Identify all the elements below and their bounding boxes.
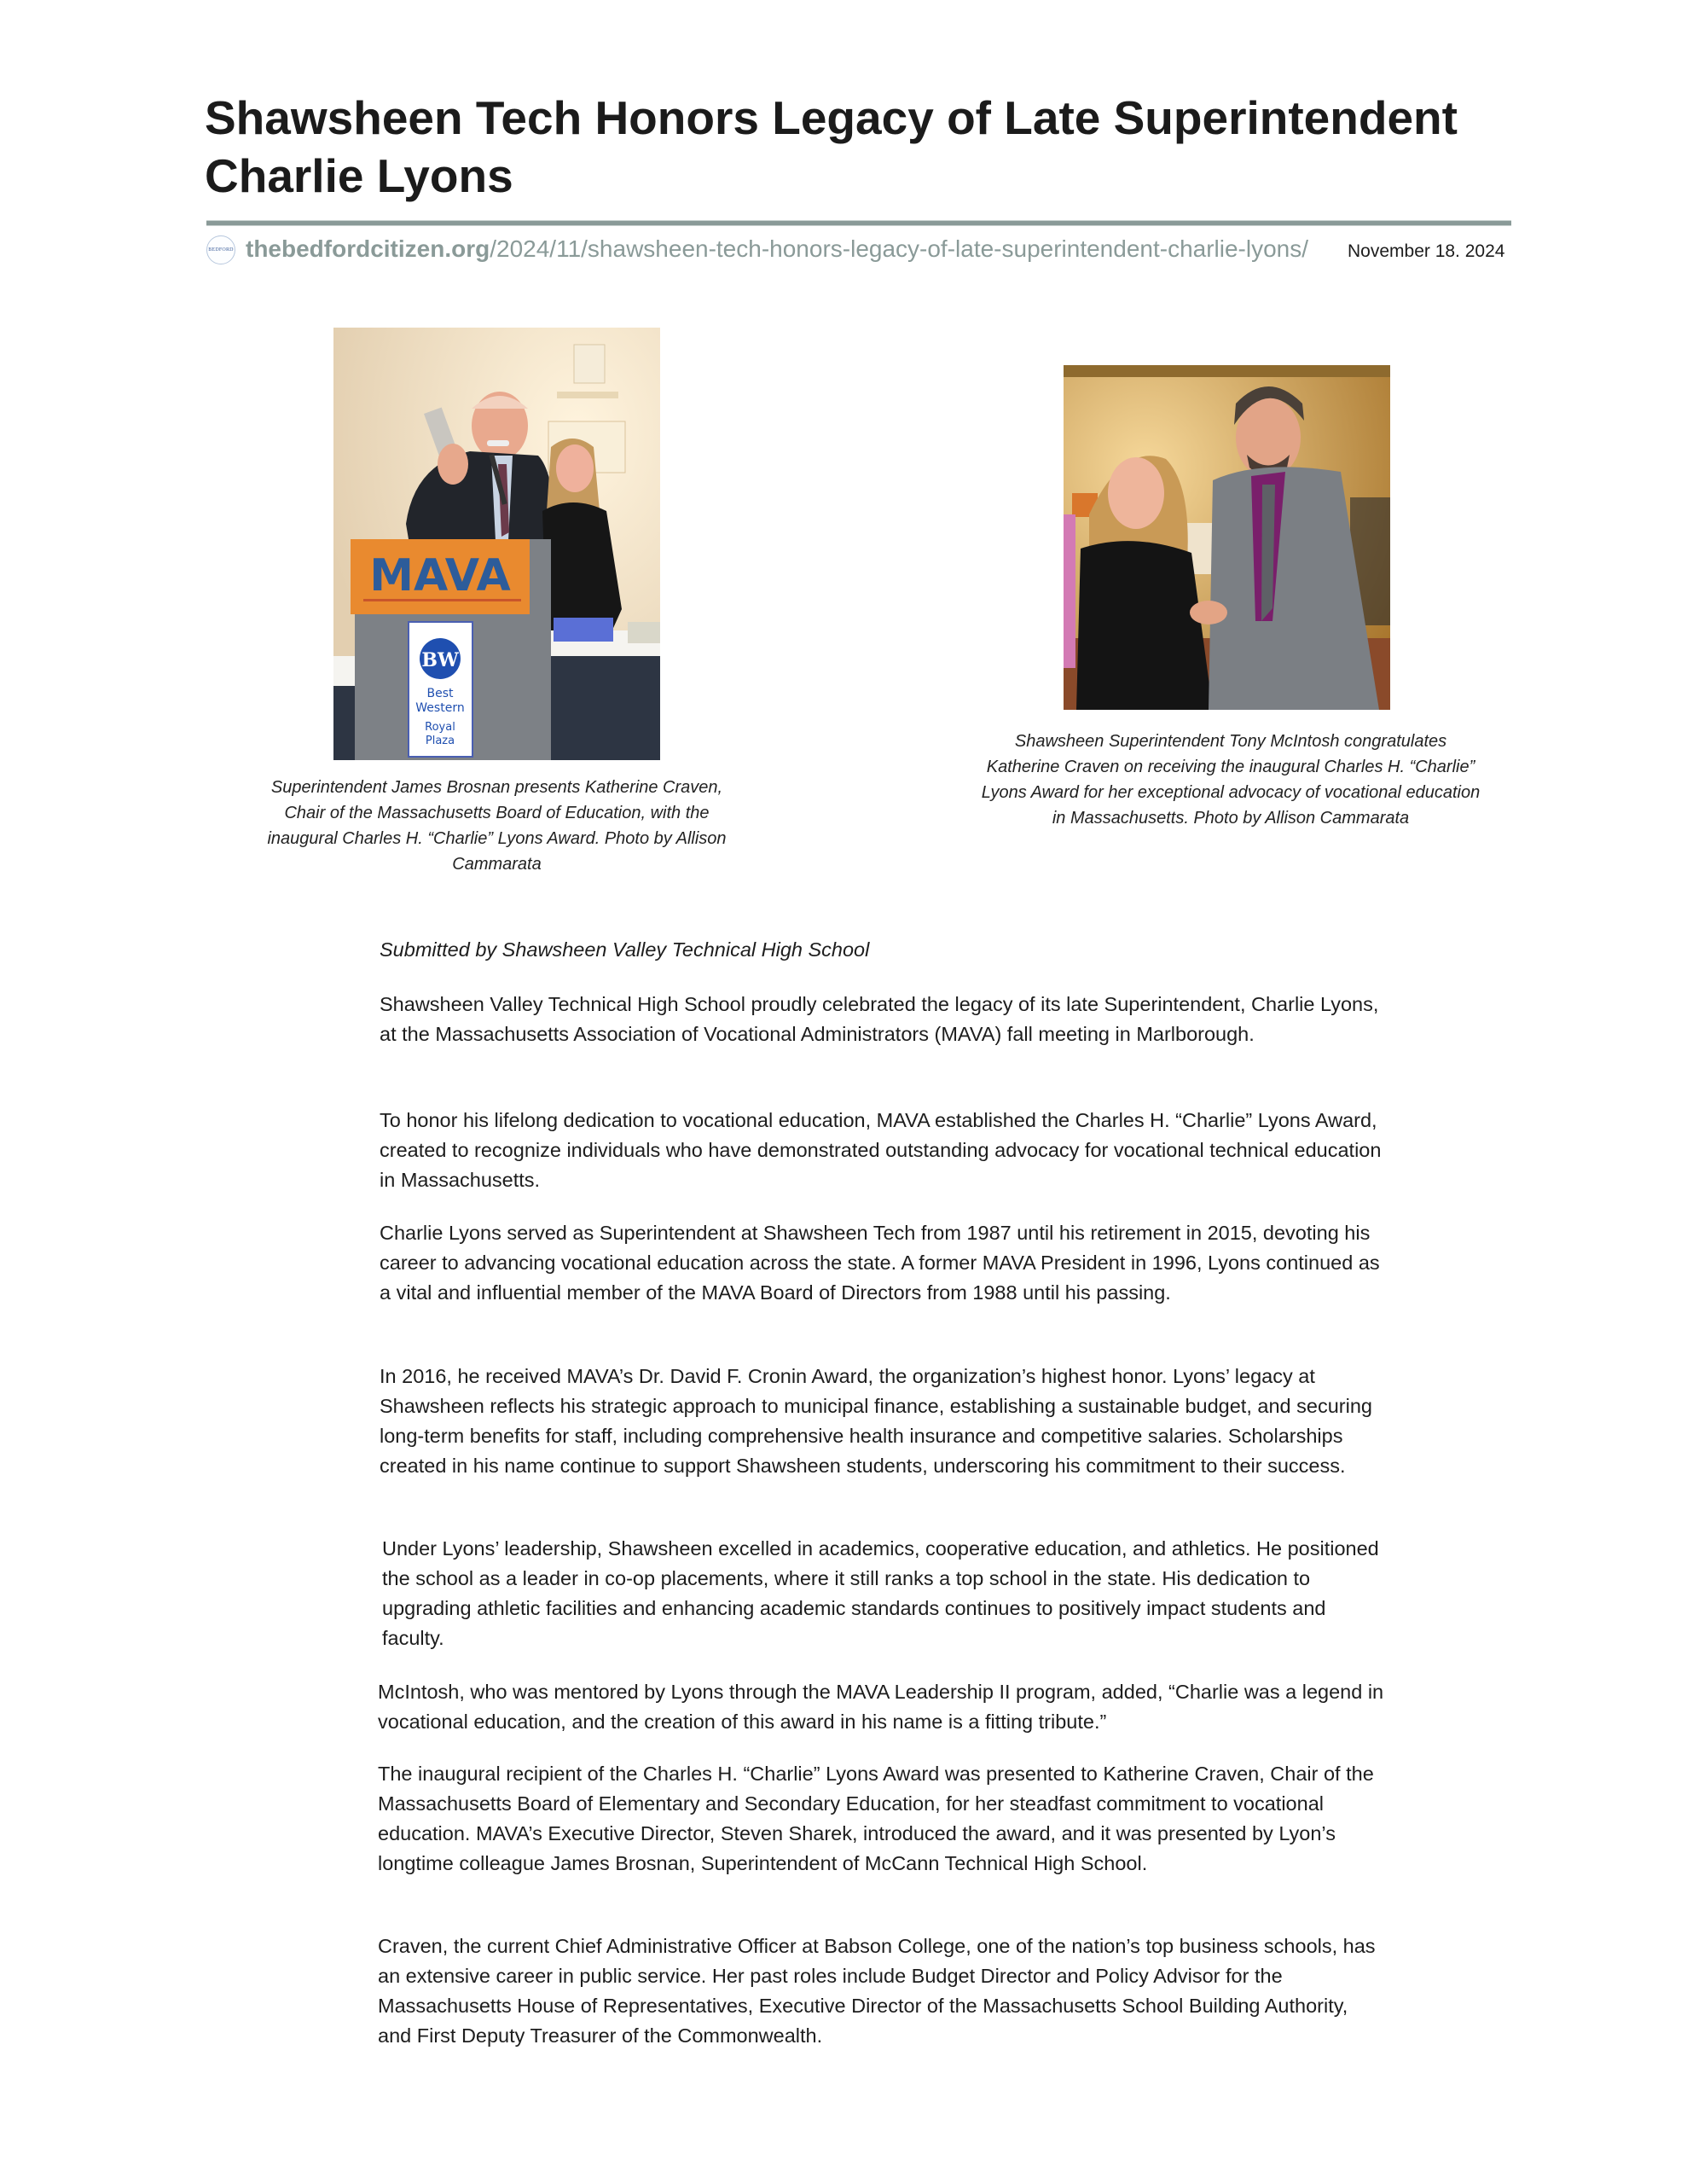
source-path: /2024/11/shawsheen-tech-honors-legacy-of-late-superintendent-charlie-lyons/ bbox=[490, 235, 1309, 262]
photo-handshake bbox=[1064, 365, 1390, 710]
article-paragraph: The inaugural recipient of the Charles H. “Charlie” Lyons Award was presented to Katherine Craven, Chair of the Massachusetts Board of Elementary and Secondary Education, for her steadfast commitment to vocational education. MAVA’s Executive Director, Steven Sharek, introduced the award, and it was presented by Lyon’s longtime colleague James Brosnan, Superintendent of McCann Technical High School. bbox=[378, 1763, 1374, 1874]
article-paragraph: Shawsheen Valley Technical High School proudly celebrated the legacy of its late Superintendent, Charlie Lyons, at the Massachusetts Association of Vocational Administrators (MAVA) fall meeting in Marlborough. bbox=[380, 993, 1379, 1045]
article-title: Shawsheen Tech Honors Legacy of Late Superintendent Charlie Lyons bbox=[205, 91, 1458, 202]
placard-logo-text: BW bbox=[421, 649, 459, 671]
bedford-citizen-logo-icon bbox=[206, 235, 235, 264]
photo-handshake-image bbox=[1064, 365, 1390, 710]
article-paragraph: Charlie Lyons served as Superintendent at Shawsheen Tech from 1987 until his retirement in 2015, devoting his career to advancing vocational education across the state. A former MAVA President in 1996, Lyons continued as a vital and influential member of the MAVA Board of Directors from 1988 until his passing. bbox=[380, 1222, 1380, 1304]
placard-line-3: Royal bbox=[425, 721, 455, 734]
photo-award-presentation bbox=[333, 328, 660, 760]
placard-line-1: Best bbox=[426, 687, 454, 700]
source-url-link[interactable] bbox=[246, 232, 1308, 266]
source-domain: thebedfordcitizen.org bbox=[246, 235, 490, 262]
source-row bbox=[206, 232, 1520, 266]
article-paragraph: In 2016, he received MAVA’s Dr. David F. Cronin Award, the organization’s highest honor. Lyons’ legacy at Shawsheen reflects his strategic approach to municipal finance, establishing a sustainable budget, and securing long-term benefits for staff, including comprehensive health insurance and competitive salaries. Scholarships created in his name continue to support Shawsheen students, underscoring his commitment to their success. bbox=[380, 1365, 1372, 1477]
podium-sign-text: MAVA bbox=[369, 550, 511, 601]
photo-2-caption: Shawsheen Superintendent Tony McIntosh congratulates Katherine Craven on receiving the inaugural Charles H. “Charlie” Lyons Award for her exceptional advocacy of vocational education in Massachusetts. Photo by Allison Cammarata bbox=[981, 732, 1481, 828]
title-divider bbox=[206, 220, 1511, 226]
photo-award-presentation-image bbox=[333, 328, 660, 760]
placard-line-4: Plaza bbox=[425, 735, 455, 747]
placard-line-2: Western bbox=[415, 701, 465, 715]
photo-1-caption: Superintendent James Brosnan presents Katherine Craven, Chair of the Massachusetts Board of Education, with the inaugural Charles H. “Charlie” Lyons Award. Photo by Allison Cammarata bbox=[267, 778, 727, 874]
article-paragraph: Craven, the current Chief Administrative Officer at Babson College, one of the nation’s top business schools, has an extensive career in public service. Her past roles include Budget Director and Policy Advisor for the Massachusetts House of Representatives, Executive Director of the Massachusetts School Building Authority, and First Deputy Treasurer of the Commonwealth. bbox=[378, 1935, 1376, 2047]
article-byline: Submitted by Shawsheen Valley Technical High School bbox=[380, 938, 870, 961]
publish-date: November 18. 2024 bbox=[1348, 241, 1505, 261]
logo-text: BEDFORD bbox=[208, 247, 234, 253]
article-paragraph: Under Lyons’ leadership, Shawsheen excelled in academics, cooperative education, and athletics. He positioned the school as a leader in co-op placements, where it still ranks a top school in the state. His dedication to upgrading athletic facilities and enhancing academic standards continues to positively impact students and faculty. bbox=[382, 1537, 1379, 1649]
article-paragraph: McIntosh, who was mentored by Lyons through the MAVA Leadership II program, added, “Charlie was a legend in vocational education, and the creation of this award in his name is a fitting tribute.” bbox=[378, 1681, 1384, 1733]
article-paragraph: To honor his lifelong dedication to vocational education, MAVA established the Charles H. “Charlie” Lyons Award, created to recognize individuals who have demonstrated outstanding advocacy for vocational technical education in Massachusetts. bbox=[380, 1109, 1382, 1191]
